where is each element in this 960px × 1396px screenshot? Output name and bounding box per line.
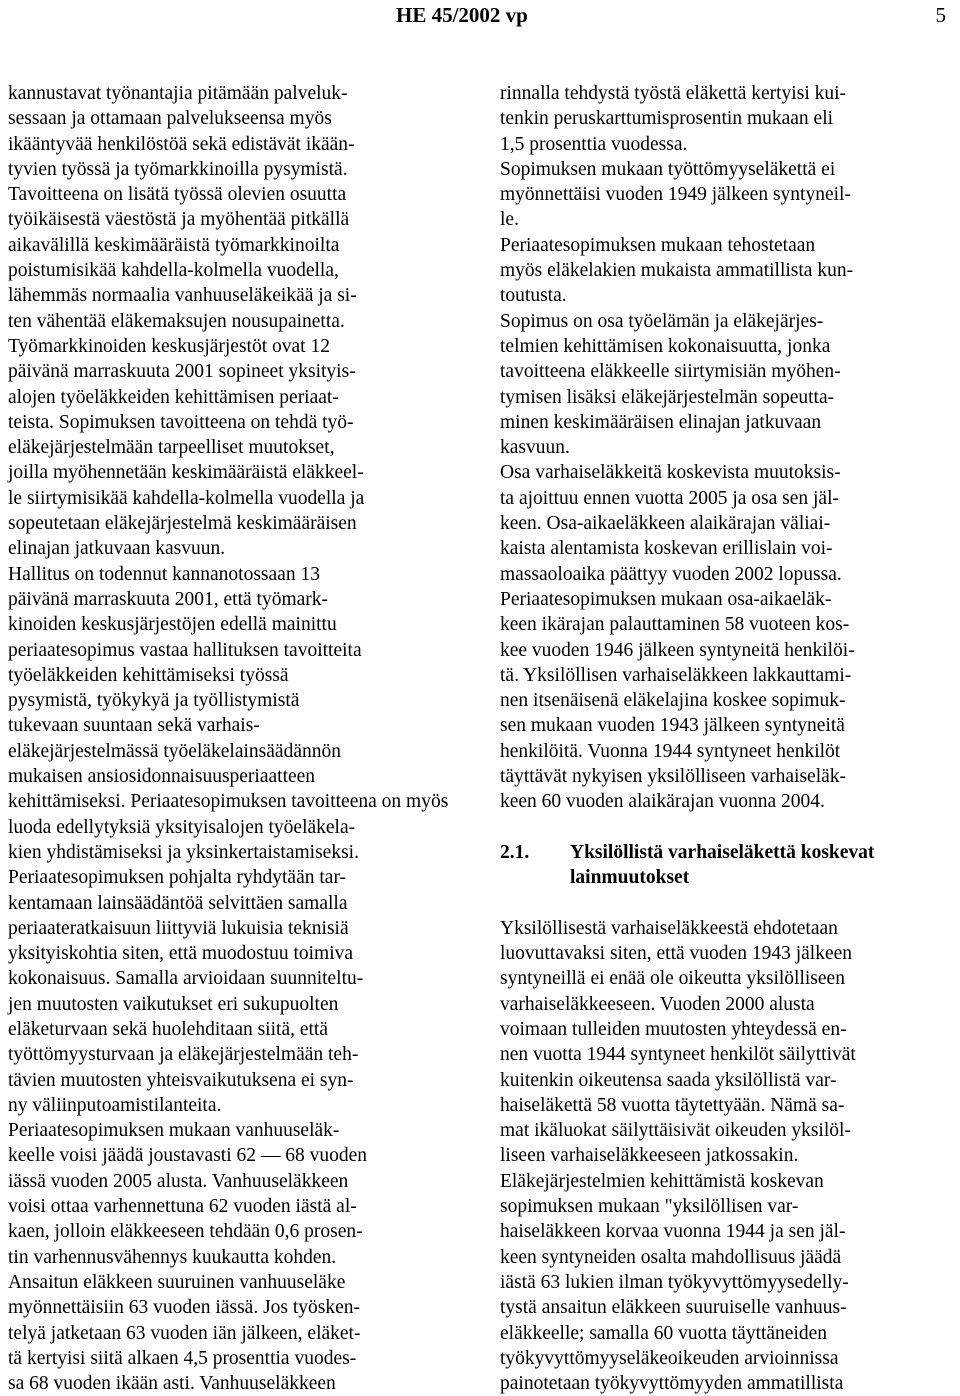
text-line: kien yhdistämiseksi ja yksinkertaistamiseksi.: [8, 841, 359, 863]
text-line: sa 68 vuoden ikään asti. Vanhuuseläkkeen: [8, 1373, 336, 1395]
text-line: lähemmäs normaalia vanhuuseläkeikää ja si-: [8, 285, 357, 307]
text-line: kaista alentamista koskevan erillislain voi-: [500, 538, 833, 560]
text-line: painotetaan työkyvyttömyyden ammatillista: [500, 1373, 844, 1395]
text-line: luovuttavaksi siten, että vuoden 1943 jälkeen: [500, 943, 852, 965]
text-line: eläkkeelle; samalla 60 vuotta täyttäneiden: [500, 1322, 828, 1344]
text-line: nen itsenäisenä eläkelajina koskee sopimuk-: [500, 690, 846, 712]
text-line: Tavoitteena on lisätä työssä olevien osuutta: [8, 184, 347, 206]
text-line: keen. Osa-aikaeläkkeen alaikärajan väliai-: [500, 513, 831, 535]
text-line: teista. Sopimuksen tavoitteena on tehdä työ-: [8, 411, 354, 433]
text-line: liseen varhaiseläkkeeseen jatkossakin.: [500, 1145, 799, 1167]
text-line: toutusta.: [500, 285, 567, 307]
text-line: haiseläkettä 58 vuotta täytettyään. Nämä sa-: [500, 1094, 845, 1116]
text-line: luoda edellytyksiä yksityisalojen työeläkela-: [8, 816, 356, 838]
text-line: joilla myöhennetään keskimääräistä eläkkeel-: [8, 462, 364, 484]
text-line: Yksilöllisestä varhaiseläkkeestä ehdotetaan: [500, 917, 838, 939]
section-gap: [500, 815, 958, 840]
text-line: sessaan ja ottamaan palvelukseensa myös: [8, 108, 332, 130]
text-line: kokonaisuus. Samalla arvioidaan suunniteltu-: [8, 968, 364, 990]
section-heading: [500, 840, 958, 865]
text-line: kuitenkin oikeutensa saada yksilöllistä var-: [500, 1069, 837, 1091]
text-line: kasvuun.: [500, 437, 570, 459]
text-line: elinajan jatkuvaan kasvuun.: [8, 538, 226, 560]
text-line: mukaisen ansiosidonnaisuusperiaatteen: [8, 766, 316, 788]
text-line: tystä ansaitun eläkkeen suuruiselle vanhuus-: [500, 1297, 847, 1319]
text-line: ta ajoittuu ennen vuotta 2005 ja osa sen jäl-: [500, 487, 839, 509]
section-title-line2: lainmuutokset: [570, 867, 690, 889]
text-line: eläketurvaan sekä huolehditaan siitä, että: [8, 1018, 328, 1040]
text-line: jen muutosten vaikutukset eri sukupuolten: [8, 993, 339, 1015]
text-line: kannustavat työnantajia pitämään palveluk-: [8, 83, 348, 104]
section-heading-cont: [500, 865, 958, 890]
text-line: päivänä marraskuuta 2001 sopineet yksityis-: [8, 361, 356, 383]
left-column: [8, 81, 466, 1396]
text-line: varhaiseläkkeeseen. Vuoden 2000 alusta: [500, 993, 815, 1015]
page-number: 5: [935, 3, 946, 27]
text-line: myös eläkelakien mukaista ammatillista kun-: [500, 260, 854, 282]
text-line: tä kertyisi siitä alkaen 4,5 prosenttia vuodes-: [8, 1347, 357, 1369]
text-line: ny väliinputoamistilanteita.: [8, 1094, 222, 1116]
text-line: ten vähentää eläkemaksujen nousupainetta.: [8, 310, 345, 332]
text-line: Sopimuksen mukaan työttömyyseläkettä ei: [500, 158, 836, 180]
text-line: tymisen lisäksi eläkejärjestelmän sopeutta-: [500, 386, 835, 408]
text-line: Eläkejärjestelmien kehittämistä koskevan: [500, 1170, 824, 1192]
text-line: keen ikärajan palauttaminen 58 vuoteen kos-: [500, 614, 850, 636]
section-number: 2.1.: [500, 841, 530, 863]
text-line: työkyvyttömyyseläkeoikeuden arvioinnissa: [500, 1347, 839, 1369]
text-line: periaateratkaisuun liittyviä lukuisia teknisiä: [8, 917, 349, 939]
text-line: työikäisestä väestöstä ja myöhentää pitkällä: [8, 209, 350, 231]
text-line: kehittämiseksi. Periaatesopimuksen tavoitteena on myös: [8, 791, 449, 813]
text-line: aikavälillä keskimääräistä työmarkkinoilta: [8, 234, 340, 256]
text-line: iästä 63 lukien ilman työkyvyttömyysedelly-: [500, 1271, 849, 1293]
text-line: sen mukaan vuoden 1943 jälkeen syntyneitä: [500, 715, 845, 737]
text-line: tä. Yksilöllisen varhaiseläkkeen lakkauttami-: [500, 664, 852, 686]
text-line: le.: [500, 209, 519, 231]
text-line: henkilöitä. Vuonna 1944 syntyneet henkilöt: [500, 740, 841, 762]
page-header: [0, 0, 960, 30]
text-line: rinnalla tehdystä työstä eläkettä kertyisi kui-: [500, 83, 847, 104]
text-line: tävien muutosten yhteisvaikutuksena ei syn-: [8, 1069, 354, 1091]
right-column: [500, 81, 958, 1396]
right-column-text: [500, 81, 958, 815]
text-line: myönnettäisi vuoden 1949 jälkeen syntyneil-: [500, 184, 851, 206]
text-line: Ansaitun eläkkeen suuruinen vanhuuseläke: [8, 1271, 346, 1293]
text-line: mat ikäluokat säilyttäisivät oikeuden yksilöl-: [500, 1120, 851, 1142]
text-line: telyä jatketaan 63 vuoden iän jälkeen, eläket-: [8, 1322, 361, 1344]
text-line: Työmarkkinoiden keskusjärjestöt ovat 12: [8, 335, 330, 357]
text-line: keelle voisi jäädä joustavasti 62 — 68 vuoden: [8, 1145, 368, 1167]
text-line: 1,5 prosenttia vuodessa.: [500, 133, 688, 155]
text-line: keen syntyneiden osalta mahdollisuus jäädä: [500, 1246, 842, 1268]
text-line: kinoiden keskusjärjestöjen edellä mainittu: [8, 614, 337, 636]
text-line: kee vuoden 1946 jälkeen syntyneitä henkilöi-: [500, 639, 855, 661]
section-title-line1: Yksilöllistä varhaiseläkettä koskevat: [570, 841, 875, 863]
text-line: tenkin peruskarttumisprosentin mukaan eli: [500, 108, 834, 130]
section-body-text: [500, 916, 958, 1396]
text-line: yksityiskohtia siten, että muodostuu toimiva: [8, 943, 354, 965]
text-line: eläkejärjestelmässä työeläkelainsäädännön: [8, 740, 341, 762]
text-line: täyttävät nykyisen yksilölliseen varhaiseläk-: [500, 766, 847, 788]
text-line: tyvien työssä ja työmarkkinoilla pysymistä.: [8, 158, 348, 180]
text-line: minen keskimääräisen elinajan jatkuvaan: [500, 411, 822, 433]
text-line: Periaatesopimuksen mukaan osa-aikaeläk-: [500, 588, 832, 610]
text-line: Periaatesopimuksen mukaan tehostetaan: [500, 234, 816, 256]
text-line: työeläkkeiden kehittämiseksi työssä: [8, 664, 289, 686]
text-line: kentamaan lainsäädäntöä selvittäen samalla: [8, 892, 348, 914]
text-line: tukevaan suuntaan sekä varhais-: [8, 715, 260, 737]
text-line: sopeutetaan eläkejärjestelmä keskimääräisen: [8, 513, 357, 535]
document-id: HE 45/2002 vp: [396, 3, 528, 27]
text-line: päivänä marraskuuta 2001, että työmark-: [8, 588, 329, 610]
text-line: myönnettäisiin 63 vuoden iässä. Jos työsken-: [8, 1297, 361, 1319]
text-line: Periaatesopimuksen mukaan vanhuuseläk-: [8, 1120, 340, 1142]
text-line: ikääntyvää henkilöstöä sekä edistävät ikään-: [8, 133, 355, 155]
text-line: voisi ottaa varhennettuna 62 vuoden iästä al-: [8, 1196, 357, 1218]
text-line: Hallitus on todennut kannanotossaan 13: [8, 563, 320, 585]
text-line: sopimuksen mukaan "yksilöllisen var-: [500, 1196, 799, 1218]
text-line: voimaan tulleiden muutosten yhteydessä en-: [500, 1018, 847, 1040]
text-line: alojen työeläkkeiden kehittämisen periaat-: [8, 386, 339, 408]
text-line: le siirtymisikää kahdella-kolmella vuodella ja: [8, 487, 365, 509]
text-line: työttömyysturvaan ja eläkejärjestelmään teh-: [8, 1044, 359, 1066]
text-line: periaatesopimus vastaa hallituksen tavoitteita: [8, 639, 362, 661]
text-line: massaoloaika päättyy vuoden 2002 lopussa.: [500, 563, 842, 585]
text-line: keen 60 vuoden alaikärajan vuonna 2004.: [500, 791, 825, 813]
text-line: Sopimus on osa työelämän ja eläkejärjes-: [500, 310, 824, 332]
text-line: tin varhennusvähennys kuukautta kohden.: [8, 1246, 337, 1268]
text-line: nen vuotta 1944 syntyneet henkilöt säilyttivät: [500, 1044, 856, 1066]
text-line: eläkejärjestelmään tarpeelliset muutokset,: [8, 437, 335, 459]
section-gap-after: [500, 891, 958, 916]
text-line: iässä vuoden 2005 alusta. Vanhuuseläkkeen: [8, 1170, 349, 1192]
text-line: poistumisikää kahdella-kolmella vuodella,: [8, 260, 339, 282]
text-line: haiseläkkeen korvaa vuonna 1944 ja sen jäl-: [500, 1221, 846, 1243]
text-line: syntyneillä ei enää ole oikeutta yksilölliseen: [500, 968, 845, 990]
text-line: telmien kehittämisen kokonaisuutta, jonka: [500, 335, 831, 357]
text-line: pysymistä, työkykyä ja työllistymistä: [8, 690, 300, 712]
text-line: Osa varhaiseläkkeitä koskevista muutoksis-: [500, 462, 841, 484]
text-line: Periaatesopimuksen pohjalta ryhdytään tar-: [8, 867, 347, 889]
text-line: tavoitteena eläkkeelle siirtymisiän myöhen-: [500, 361, 841, 383]
text-line: kaen, jolloin eläkkeeseen tehdään 0,6 prosen-: [8, 1221, 363, 1243]
